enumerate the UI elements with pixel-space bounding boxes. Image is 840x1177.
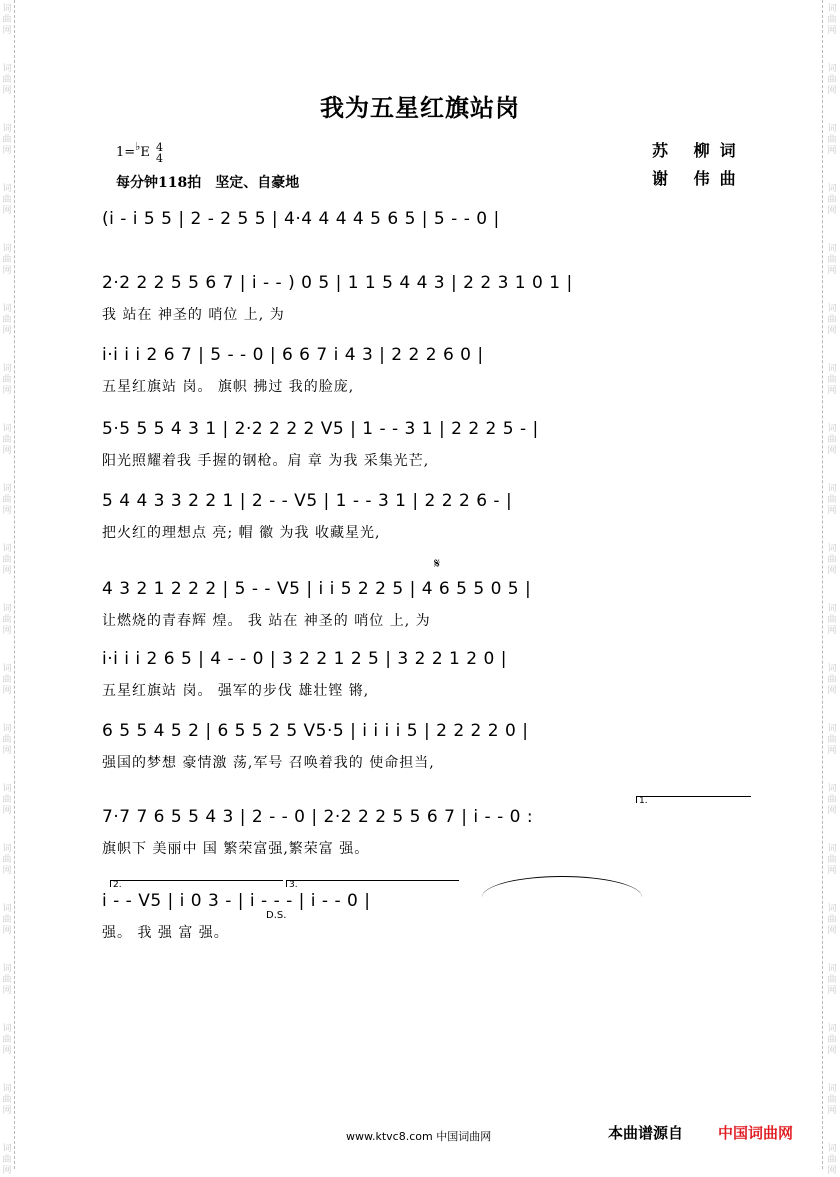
watermark-glyph-stack: 词 曲 网 <box>827 664 837 696</box>
score-row-4 <box>102 416 752 482</box>
watermark-glyph-stack: 词 曲 网 <box>827 604 837 636</box>
watermark-glyph-stack: 词 曲 网 <box>827 184 837 216</box>
watermark-glyph-stack: 词 曲 网 <box>827 244 837 276</box>
watermark-glyph-stack: 词 曲 网 <box>827 784 837 816</box>
lyrics-line: 五星红旗站 岗。 强军的步伐 雄壮铿 锵, <box>102 683 370 699</box>
score-row-10 <box>102 880 752 954</box>
watermark-glyph-stack: 词 曲 网 <box>2 4 12 36</box>
watermark-glyph-stack: 词 曲 网 <box>2 244 12 276</box>
watermark-glyph-stack: 词 曲 网 <box>2 1144 12 1176</box>
watermark-glyph-stack: 词 曲 网 <box>2 844 12 876</box>
score-row-6 <box>102 556 752 642</box>
lyrics-line: 五星红旗站 岗。 旗帜 拂过 我的脸庞, <box>102 379 355 395</box>
watermark-glyph-stack: 词 曲 网 <box>2 604 12 636</box>
watermark-glyph-stack: 词 曲 网 <box>2 1084 12 1116</box>
volta-3-bracket: 3. <box>286 880 459 887</box>
watermark-glyph-stack: 词 曲 网 <box>827 964 837 996</box>
watermark-glyph-stack: 词 曲 网 <box>2 784 12 816</box>
lyrics-line: 让燃烧的青春辉 煌。 我 站在 神圣的 哨位 上, 为 <box>102 613 431 629</box>
time-bottom: 4 <box>156 151 164 165</box>
tempo-marking: 每分钟118拍 坚定、自豪地 <box>116 175 300 191</box>
notation-line: i·i i i 2 6 7 | 5 - - 0 | 6 6 7 i 4 3 | 2 2 2 6 0 | <box>102 345 484 365</box>
watermark-glyph-stack: 词 曲 网 <box>827 64 837 96</box>
watermark-glyph-stack: 词 曲 网 <box>827 724 837 756</box>
watermark-glyph-stack: 词 曲 网 <box>2 424 12 456</box>
watermark-glyph-stack: 词 曲 网 <box>2 664 12 696</box>
watermark-glyph-stack: 词 曲 网 <box>2 184 12 216</box>
score-row-7 <box>102 646 752 712</box>
score-row-9 <box>102 796 752 870</box>
score-row-8 <box>102 718 752 784</box>
lyrics-line: 强。 我 强 富 强。 <box>102 925 229 941</box>
lyrics-line: 阳光照耀着我 手握的钢枪。肩 章 为我 采集光芒, <box>102 453 430 469</box>
watermark-glyph-stack: 词 曲 网 <box>2 124 12 156</box>
right-dashed-border <box>822 0 823 1169</box>
lyrics-line: 强国的梦想 豪情激 荡,军号 召唤着我的 使命担当, <box>102 755 435 771</box>
watermark-glyph-stack: 词 曲 网 <box>827 1084 837 1116</box>
notation-line: 7·7 7 6 5 5 4 3 | 2 - - 0 | 2·2 2 2 5 5 6 7 | i - - 0 : <box>102 807 534 827</box>
notation-line: (i - i 5 5 | 2 - 2 5 5 | 4·4 4 4 4 5 6 5 | 5 - - 0 | <box>102 209 500 229</box>
watermark-glyph-stack: 词 曲 网 <box>2 544 12 576</box>
score-row-2 <box>102 270 752 336</box>
score-row-1 <box>102 206 752 272</box>
watermark-glyph-stack: 词 曲 网 <box>827 904 837 936</box>
score-row-5 <box>102 488 752 554</box>
dal-segno-mark: D.S. <box>266 910 287 921</box>
key-prefix: 1= <box>116 145 136 160</box>
watermark-glyph-stack: 词 曲 网 <box>827 484 837 516</box>
watermark-glyph-stack: 词 曲 网 <box>827 544 837 576</box>
time-signature <box>156 142 163 164</box>
flat-symbol: ♭ <box>135 140 141 153</box>
watermark-glyph-stack: 词 曲 网 <box>2 724 12 756</box>
notation-line: i·i i i 2 6 5 | 4 - - 0 | 3 2 2 1 2 5 | 3 2 2 1 2 0 | <box>102 649 507 669</box>
watermark-glyph-stack: 词 曲 网 <box>827 844 837 876</box>
watermark-glyph-stack: 词 曲 网 <box>2 64 12 96</box>
composer-credit: 谢 伟曲 <box>652 169 746 188</box>
notation-line: 6 5 5 4 5 2 | 6 5 5 2 5 V5·5 | i i i i 5 | 2 2 2 2 0 | <box>102 721 529 741</box>
watermark-glyph-stack: 词 曲 网 <box>2 1024 12 1056</box>
lyrics-line: 旗帜下 美丽中 国 繁荣富强,繁荣富 强。 <box>102 841 370 857</box>
notation-line: 2·2 2 2 5 5 6 7 | i - - ) 0 5 | 1 1 5 4 4 3 | 2 2 3 1 0 1 | <box>102 273 573 293</box>
watermark-glyph-stack: 词 曲 网 <box>2 304 12 336</box>
score-row-3 <box>102 342 752 408</box>
time-top: 4 <box>156 140 164 154</box>
watermark-glyph-stack: 词 曲 网 <box>2 364 12 396</box>
key-letter: E <box>140 145 150 160</box>
watermark-glyph-stack: 词 曲 网 <box>2 904 12 936</box>
watermark-glyph-stack: 词 曲 网 <box>827 304 837 336</box>
song-title: 我为五星红旗站岗 <box>320 93 520 122</box>
watermark-glyph-stack: 词 曲 网 <box>827 364 837 396</box>
watermark-glyph-stack: 词 曲 网 <box>827 4 837 36</box>
volta-1-bracket: 1. <box>636 796 751 803</box>
footer-source-label: 本曲谱源自 <box>608 1124 684 1142</box>
notation-line: 4 3 2 1 2 2 2 | 5 - - V5 | i i 5 2 2 5 | 4 6 5 5 0 5 | <box>102 579 532 599</box>
footer-website[interactable]: www.ktvc8.com 中国词曲网 <box>346 1130 492 1143</box>
watermark-glyph-stack: 词 曲 网 <box>827 1024 837 1056</box>
segno-sign: 𝄋 <box>434 556 441 572</box>
watermark-glyph-stack: 词 曲 网 <box>827 424 837 456</box>
lyrics-line <box>102 240 752 262</box>
footer-brand-logo[interactable]: 中国词曲网 <box>718 1124 794 1142</box>
lyricist-credit: 苏 柳词 <box>652 141 746 160</box>
lyrics-line: 我 站在 神圣的 哨位 上, 为 <box>102 307 285 323</box>
lyrics-line: 把火红的理想点 亮; 帽 徽 为我 收藏星光, <box>102 525 381 541</box>
watermark-glyph-stack: 词 曲 网 <box>2 964 12 996</box>
notation-line: i - - V5 | i 0 3 - | i - - - | i - - 0 | <box>102 891 371 911</box>
volta-2-bracket: 2. <box>110 880 283 887</box>
notation-line: 5·5 5 5 4 3 1 | 2·2 2 2 2 V5 | 1 - - 3 1 | 2 2 2 5 - | <box>102 419 539 439</box>
watermark-glyph-stack: 词 曲 网 <box>827 1144 837 1176</box>
key-signature <box>116 140 163 164</box>
watermark-glyph-stack: 词 曲 网 <box>827 124 837 156</box>
left-dashed-border <box>14 0 15 1169</box>
notation-line: 5 4 4 3 3 2 2 1 | 2 - - V5 | 1 - - 3 1 | 2 2 2 6 - | <box>102 491 513 511</box>
watermark-glyph-stack: 词 曲 网 <box>2 484 12 516</box>
